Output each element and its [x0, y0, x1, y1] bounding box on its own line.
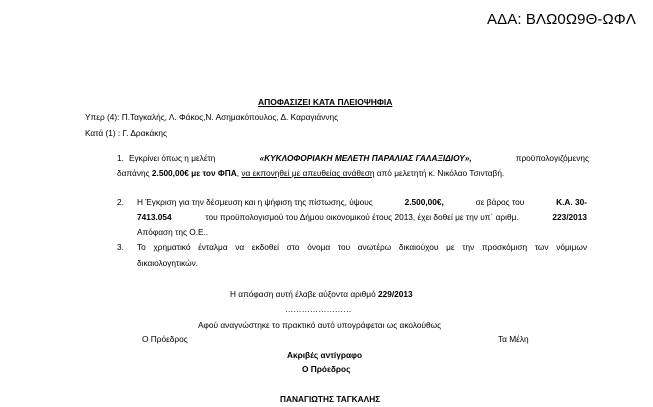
item-1-direct-award: να εκπονηθεί με απευθείας ανάθεση	[241, 168, 375, 178]
votes-against: Κατά (1) : Γ. Δρακάκης	[85, 128, 168, 138]
true-copy-president: Ο Πρόεδρος	[302, 364, 351, 374]
signature-intro: Αφού αναγνώστηκε το πρακτικό αυτό υπογράφεται ως ακολούθως	[198, 320, 442, 330]
item-3-number: 3.	[117, 242, 124, 252]
item-1-line-2	[117, 168, 504, 178]
item-1-text-c: προϋπολογιζόμενης	[515, 153, 589, 163]
president-name: ΠΑΝΑΓΙΩΤΗΣ ΤΑΓΚΑΛΗΣ	[280, 394, 381, 404]
item-3-line-2: δικαιολογητικών.	[137, 258, 199, 268]
item-1-cost-label: δαπάνης	[117, 168, 150, 178]
item-2-text-c: σε βάρος του	[475, 197, 525, 207]
item-1-cost-value: 2.500,00€ με τον ΦΠΑ	[151, 168, 237, 178]
item-2-decision-ref: 223/2013	[552, 212, 587, 222]
item-2-line-2	[137, 212, 587, 222]
item-1-number: 1.	[117, 153, 124, 163]
item-2-code-end: 7413.054	[137, 212, 172, 222]
item-1-study-title: «ΚΥΚΛΟΦΟΡΙΑΚΗ ΜΕΛΕΤΗ ΠΑΡΑΛΙΑΣ ΓΑΛΑΞΙΔΙΟΥ»,	[259, 153, 472, 163]
decision-number-value: 229/2013	[378, 289, 413, 299]
item-3-line-1: Το χρηματικό ένταλμα να εκδοθεί στο όνομα του ανωτέρω δικαιούχου με την προσκόμιση των νόμιμων	[137, 242, 587, 252]
decision-heading: ΑΠΟΦΑΣΙΖΕΙ ΚΑΤΑ ΠΛΕΙΟΨΗΦΙΑ	[258, 97, 393, 107]
item-2-code-start: Κ.Α. 30-	[556, 197, 587, 207]
ada-code: ΑΔΑ: ΒΛΩ0Ω9Θ-ΩΦΛ	[487, 11, 636, 28]
item-1-text-a: Εγκρίνει όπως η μελέτη	[129, 153, 216, 163]
item-2-text-b: του προϋπολογισμού του Δήμου οικονομικού έτους 2013, έχει δοθεί με την υπ΄ αριθμ.	[205, 212, 519, 222]
item-1-line-1	[129, 153, 589, 163]
president-label: Ο Πρόεδρος	[142, 334, 188, 344]
dots-separator: ……………………	[285, 304, 352, 314]
item-2-text-a: Η Έγκριση για την δέσμευση και η ψήφιση της πίστωσης, ύψους	[137, 197, 373, 207]
item-2-line-3: Απόφαση της Ο.Ε..	[137, 227, 209, 237]
item-2-amount: 2.500,00€,	[404, 197, 444, 207]
decision-number-text: Η απόφαση αυτή έλαβε αύξοντα αριθμό	[230, 289, 376, 299]
item-2-number: 2.	[117, 197, 124, 207]
item-1-comma: ,	[236, 168, 240, 178]
true-copy-label: Ακριβές αντίγραφο	[287, 350, 363, 360]
item-1-contractor: από μελετητή κ. Νικόλαο Τσινταβή.	[376, 168, 505, 178]
votes-in-favor: Υπερ (4): Π.Ταγκαλής, Λ. Φάκος,Ν. Ασημακόπουλος, Δ. Καραγιάννης	[85, 112, 339, 122]
item-2-line-1	[137, 197, 587, 207]
members-label: Τα Μέλη	[498, 334, 529, 344]
decision-number-line	[230, 289, 413, 299]
